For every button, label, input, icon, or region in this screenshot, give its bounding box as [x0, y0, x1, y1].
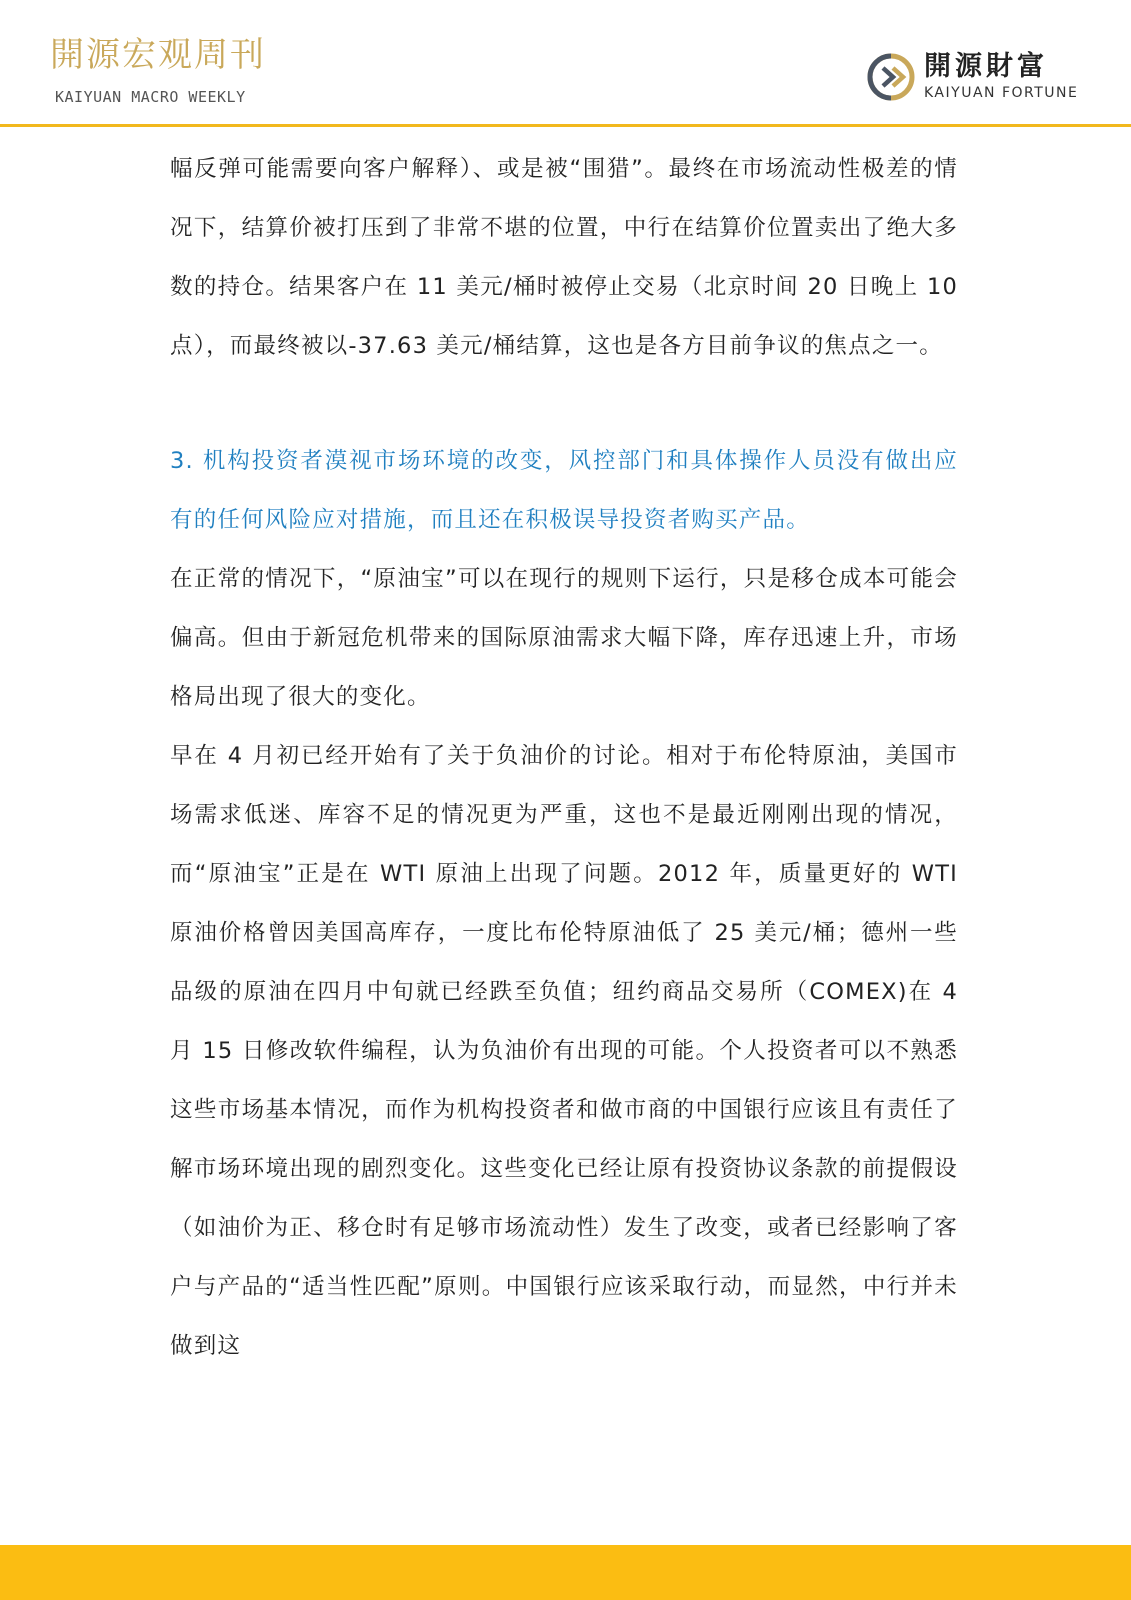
header-divider: [0, 124, 1131, 127]
page-header: [0, 0, 1131, 127]
paragraph-gap: [170, 376, 958, 432]
section-heading-3: 3. 机构投资者漠视市场环境的改变，风控部门和具体操作人员没有做出应有的任何风险应对措施，而且还在积极误导投资者购买产品。: [170, 448, 958, 533]
paragraph-1: 幅反弹可能需要向客户解释）、或是被“围猎”。最终在市场流动性极差的情况下，结算价被打压到了非常不堪的位置，中行在结算价位置卖出了绝大多数的持仓。结果客户在 11 美元/桶时被停止交易（北京时间 20 日晚上 10 点），而最终被以-37.63 美元/桶结算，这也是各方目前争议的焦点之一。: [170, 156, 958, 359]
publication-subtitle: KAIYUAN MACRO WEEKLY: [55, 88, 246, 106]
footer-bar: [0, 1545, 1131, 1600]
paragraph-3: 早在 4 月初已经开始有了关于负油价的讨论。相对于布伦特原油，美国市场需求低迷、库容不足的情况更为严重，这也不是最近刚刚出现的情况，而“原油宝”正是在 WTI 原油上出现了问题。2012 年，质量更好的 WTI 原油价格曾因美国高库存，一度比布伦特原油低了 25 美元/桶；德州一些品级的原油在四月中旬就已经跌至负值；纽约商品交易所（COMEX)在 4 月 15 日修改软件编程，认为负油价有出现的可能。个人投资者可以不熟悉这些市场基本情况，而作为机构投资者和做市商的中国银行应该且有责任了解市场环境出现的剧烈变化。这些变化已经让原有投资协议条款的前提假设（如油价为正、移仓时有足够市场流动性）发生了改变，或者已经影响了客户与产品的“适当性匹配”原则。中国银行应该采取行动，而显然，中行并未做到这: [170, 743, 958, 1359]
brand-name-en: KAIYUAN FORTUNE: [924, 85, 1079, 101]
kaiyuan-logo-icon: [866, 52, 916, 102]
paragraph-2: 在正常的情况下，“原油宝”可以在现行的规则下运行，只是移仓成本可能会偏高。但由于新冠危机带来的国际原油需求大幅下降，库存迅速上升，市场格局出现了很大的变化。: [170, 566, 958, 710]
article-body: [170, 140, 958, 1376]
brand-logo: [866, 52, 1086, 107]
brand-name-cn: 開源財富: [924, 51, 1048, 82]
publication-title: 開源宏观周刊: [50, 35, 266, 75]
